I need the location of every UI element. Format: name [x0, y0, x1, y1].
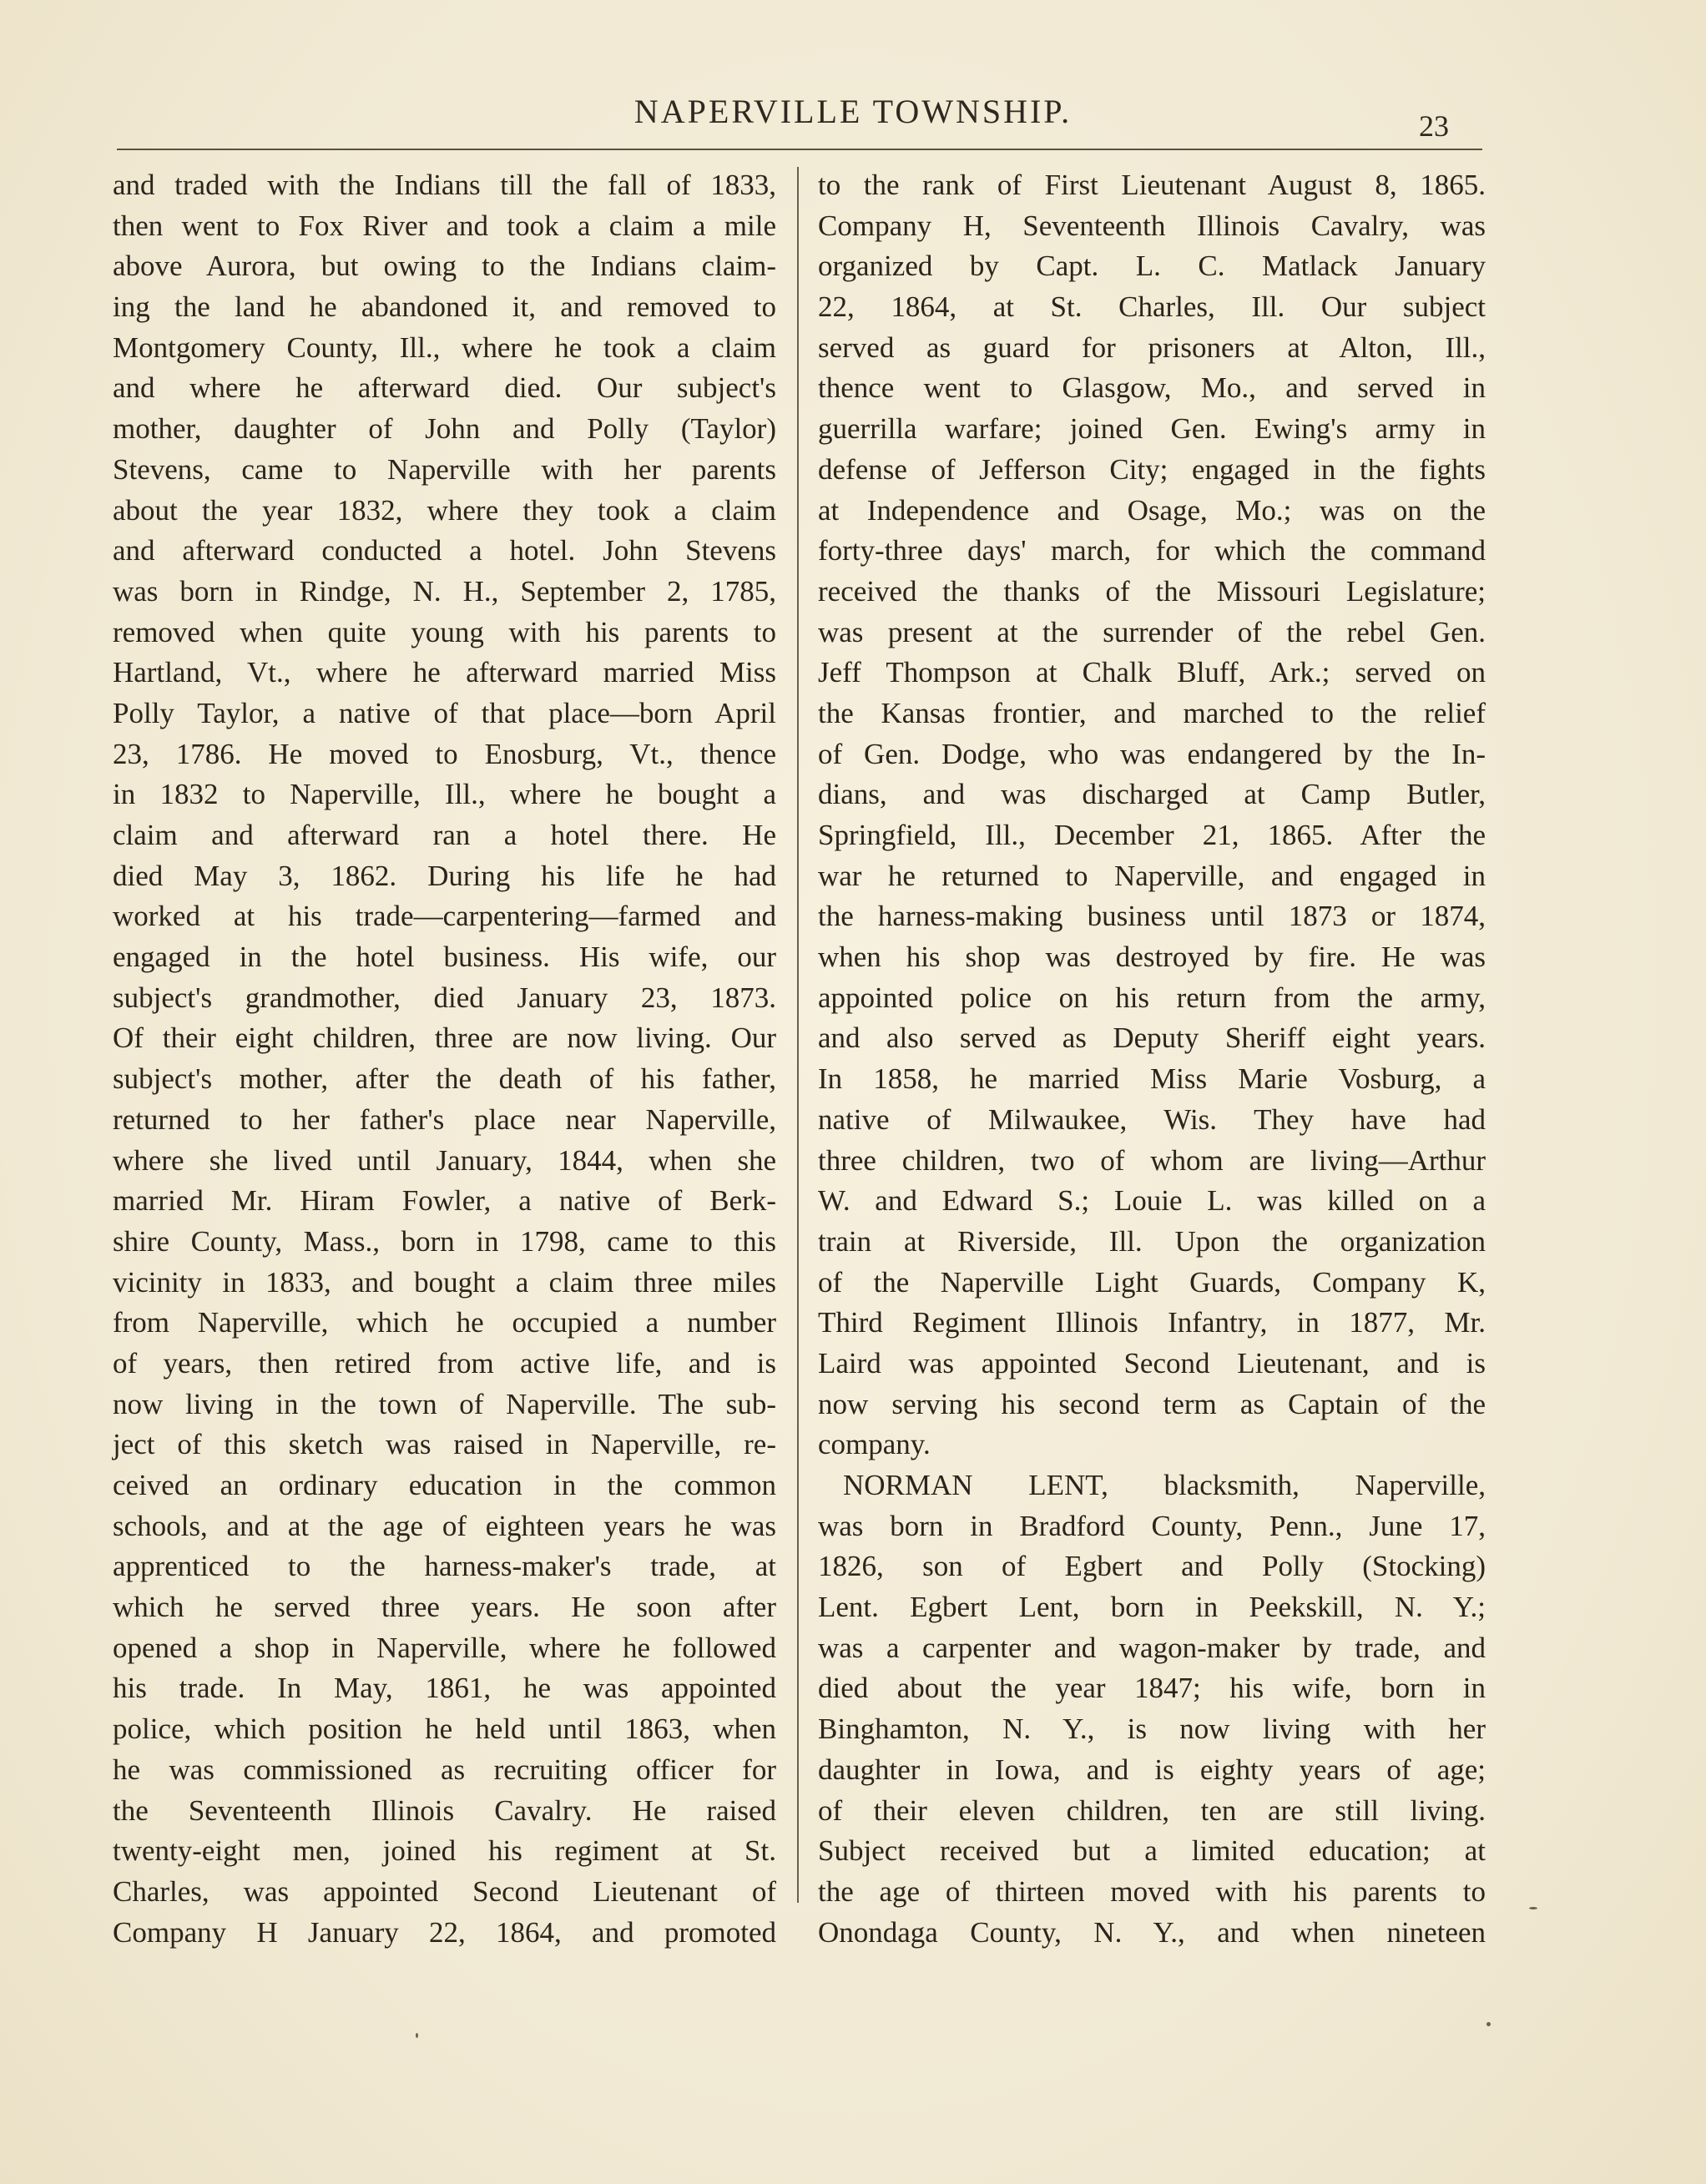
text-line: and afterward conducted a hotel. John Stevens [113, 534, 776, 567]
text-line: Springfield, Ill., December 21, 1865. After the [818, 819, 1486, 851]
text-line: then went to Fox River and took a claim a mile [113, 209, 776, 242]
running-head-title: NAPERVILLE TOWNSHIP. [633, 93, 1073, 130]
print-speck [1529, 1907, 1537, 1909]
text-line: twenty-eight men, joined his regiment at St. [113, 1834, 776, 1868]
text-line: three children, two of whom are living—Arthur [818, 1143, 1486, 1177]
text-line: he was commissioned as recruiting officer for [113, 1753, 776, 1786]
text-line: was a carpenter and wagon-maker by trade, and [818, 1631, 1486, 1664]
text-line: Lent. Egbert Lent, born in Peekskill, N. Y.; [818, 1591, 1486, 1624]
text-line: Laird was appointed Second Lieutenant, and is [818, 1346, 1486, 1380]
print-speck [1486, 2022, 1491, 2026]
text-line: the Seventeenth Illinois Cavalry. He raised [113, 1793, 776, 1827]
text-line: was born in Rindge, N. H., September 2, 1785, [113, 574, 776, 608]
text-line: returned to her father's place near Naperville, [113, 1102, 776, 1136]
text-line: Binghamton, N. Y., is now living with her [818, 1712, 1486, 1746]
text-line: ject of this sketch was raised in Naperville, re- [113, 1428, 776, 1461]
text-line: about the year 1832, where they took a claim [113, 493, 776, 527]
text-line: Third Regiment Illinois Infantry, in 1877, Mr. [818, 1306, 1486, 1339]
text-line: of the Naperville Light Guards, Company K, [818, 1265, 1486, 1299]
text-line: of years, then retired from active life, and is [113, 1346, 776, 1380]
text-line: the Kansas frontier, and marched to the relief [818, 696, 1486, 729]
text-line: and where he afterward died. Our subject's [113, 371, 776, 405]
text-line: thence went to Glasgow, Mo., and served in [818, 371, 1486, 405]
text-line: served as guard for prisoners at Alton, Ill., [818, 330, 1486, 364]
text-line: worked at his trade—carpentering—farmed and [113, 900, 776, 933]
text-line: was born in Bradford County, Penn., June 17, [818, 1509, 1486, 1542]
text-line: Jeff Thompson at Chalk Bluff, Ark.; served on [818, 656, 1486, 689]
page-number: 23 [1419, 109, 1449, 143]
text-line: at Independence and Osage, Mo.; was on the [818, 493, 1486, 527]
text-line: removed when quite young with his parents to [113, 615, 776, 648]
text-line: 22, 1864, at St. Charles, Ill. Our subject [818, 290, 1486, 324]
text-line: daughter in Iowa, and is eighty years of age; [818, 1753, 1486, 1786]
text-line: company. [818, 1428, 931, 1461]
text-line: which he served three years. He soon after [113, 1591, 776, 1624]
text-line: ceived an ordinary education in the common [113, 1469, 776, 1501]
text-line: to the rank of First Lieutenant August 8, 1865. [818, 169, 1486, 201]
text-line: of Gen. Dodge, who was endangered by the In- [818, 737, 1486, 770]
text-line: vicinity in 1833, and bought a claim three miles [113, 1265, 776, 1299]
text-line: 1826, son of Egbert and Polly (Stocking) [818, 1550, 1486, 1583]
header-rule [117, 149, 1482, 150]
text-line: subject's mother, after the death of his father, [113, 1062, 776, 1096]
text-line: received the thanks of the Missouri Legislature; [818, 574, 1486, 608]
right-column [818, 165, 1486, 1953]
text-line: died May 3, 1862. During his life he had [113, 859, 776, 892]
text-line: In 1858, he married Miss Marie Vosburg, a [818, 1062, 1486, 1096]
text-line: Charles, was appointed Second Lieutenant of [113, 1874, 776, 1908]
text-line: Subject received but a limited education; at [818, 1834, 1486, 1868]
text-line: ing the land he abandoned it, and removed to [113, 290, 776, 324]
text-line: above Aurora, but owing to the Indians claim- [113, 250, 776, 283]
text-line: Onondaga County, N. Y., and when nineteen [818, 1915, 1486, 1949]
text-line: schools, and at the age of eighteen years he was [113, 1509, 776, 1542]
text-line: subject's grandmother, died January 23, 1873. [113, 981, 776, 1014]
text-line: native of Milwaukee, Wis. They have had [818, 1102, 1486, 1136]
text-line: defense of Jefferson City; engaged in the fights [818, 452, 1486, 486]
text-line-entry-start: NORMAN LENT, blacksmith, Naperville, [843, 1469, 1486, 1501]
text-line: mother, daughter of John and Polly (Taylor) [113, 412, 776, 446]
text-line: claim and afterward ran a hotel there. He [113, 819, 776, 851]
text-line: war he returned to Naperville, and engaged in [818, 859, 1486, 892]
text-line: in 1832 to Naperville, Ill., where he bought a [113, 778, 776, 811]
text-line: appointed police on his return from the army, [818, 981, 1486, 1014]
text-line: Polly Taylor, a native of that place—born April [113, 696, 776, 729]
text-line: now serving his second term as Captain of the [818, 1387, 1486, 1420]
text-line: died about the year 1847; his wife, born in [818, 1672, 1486, 1705]
text-line: Company H, Seventeenth Illinois Cavalry, was [818, 209, 1486, 242]
text-line: his trade. In May, 1861, he was appointed [113, 1672, 776, 1705]
text-line: organized by Capt. L. C. Matlack January [818, 250, 1486, 283]
text-line: now living in the town of Naperville. The sub- [113, 1387, 776, 1420]
text-line: when his shop was destroyed by fire. He was [818, 941, 1486, 974]
text-line: W. and Edward S.; Louie L. was killed on a [818, 1184, 1486, 1218]
text-line: opened a shop in Naperville, where he followed [113, 1631, 776, 1664]
text-line: Of their eight children, three are now living. Our [113, 1021, 776, 1055]
text-line: married Mr. Hiram Fowler, a native of Berk- [113, 1184, 776, 1218]
column-divider [797, 167, 799, 1903]
text-line: Hartland, Vt., where he afterward married Miss [113, 656, 776, 689]
left-column [113, 165, 776, 1953]
print-speck [416, 2033, 418, 2038]
text-line: police, which position he held until 1863, when [113, 1712, 776, 1746]
text-line: and traded with the Indians till the fall of 1833, [113, 169, 776, 201]
text-line: apprenticed to the harness-maker's trade, at [113, 1550, 776, 1583]
text-line: of their eleven children, ten are still living. [818, 1793, 1486, 1827]
text-line: train at Riverside, Ill. Upon the organization [818, 1224, 1486, 1258]
text-line: and also served as Deputy Sheriff eight years. [818, 1021, 1486, 1055]
text-line: Company H January 22, 1864, and promoted [113, 1915, 776, 1949]
text-line: guerrilla warfare; joined Gen. Ewing's army in [818, 412, 1486, 446]
text-line: engaged in the hotel business. His wife, our [113, 941, 776, 974]
text-line: forty-three days' march, for which the command [818, 534, 1486, 567]
text-line: the age of thirteen moved with his parents to [818, 1874, 1486, 1908]
text-line: was present at the surrender of the rebel Gen. [818, 615, 1486, 648]
text-line: from Naperville, which he occupied a number [113, 1306, 776, 1339]
text-line: Stevens, came to Naperville with her parents [113, 452, 776, 486]
text-line: Montgomery County, Ill., where he took a claim [113, 330, 776, 364]
text-line: dians, and was discharged at Camp Butler, [818, 778, 1486, 811]
text-line: 23, 1786. He moved to Enosburg, Vt., thence [113, 737, 776, 770]
text-line: shire County, Mass., born in 1798, came to this [113, 1224, 776, 1258]
text-line: the harness-making business until 1873 or 1874, [818, 900, 1486, 933]
text-line: where she lived until January, 1844, when she [113, 1143, 776, 1177]
